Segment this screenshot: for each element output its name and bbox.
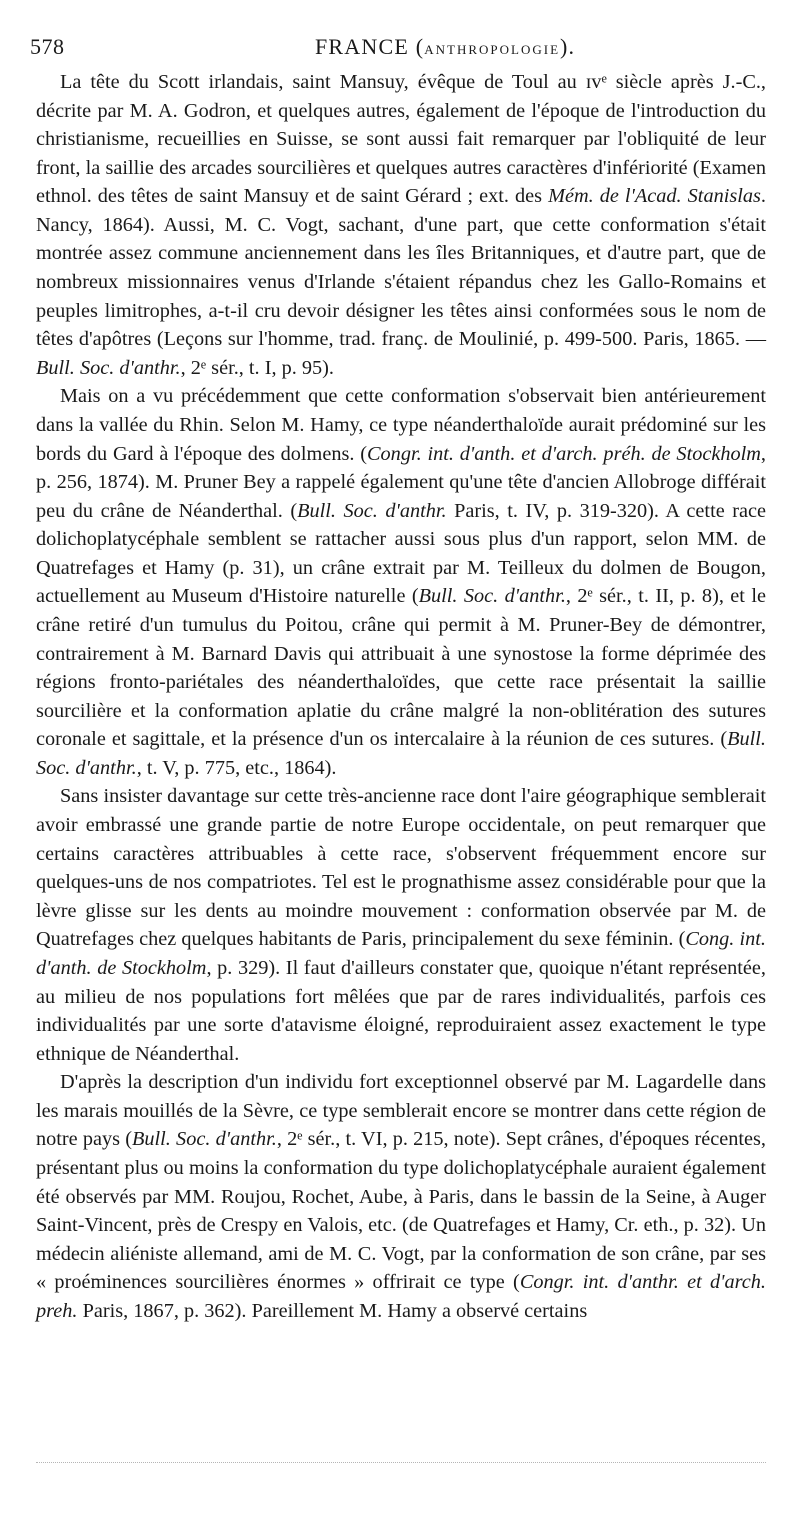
paragraph-text: Mais on a vu précédemment que cette conformation s'observait bien antérieurement dans la vallée du Rhin. Selon M. Hamy, ce type néanderthaloïde aurait prédominé sur les bords du Gard à l'époque des dolmens. ( xyxy=(36,385,766,465)
running-title-main: FRANCE ( xyxy=(315,34,425,59)
citation-italic: Bull. Soc. d'anthr. xyxy=(418,585,566,608)
paragraph-text: Paris, 1867, p. 362). Pareillement M. Hamy a observé certains xyxy=(77,1299,588,1322)
paragraph xyxy=(36,68,766,382)
paragraph-text: Sans insister davantage sur cette très-ancienne race dont l'aire géographique semblerait avoir embrassé une grande partie de notre Europe occidentale, on peut remarquer que certains caractères attribuables à cette race, s'observent fréquemment encore sur quelques-uns de nos compatriotes. Tel est le prognathisme assez considérable pour que la lèvre glisse sur les dents au moindre mouvement : conformation observée par M. de Quatrefages chez quelques habitants de Paris, principalement du sexe féminin. ( xyxy=(36,785,766,951)
paragraph-text: . Nancy, 1864). Aussi, M. C. Vogt, sachant, d'une part, que cette conformation s'était montrée assez commune anciennement dans les îles Britanniques, et d'autre part, que de nombreux missionnaires venus d'Irlande s'étaient répandus chez les Gallo-Romains et peuples limitrophes, a-t-il cru devoir désigner les têtes ainsi conformées sous le nom de têtes d'apôtres (Leçons sur l'homme, trad. franç. de Moulinié, p. 499-500. Paris, 1865. — xyxy=(36,185,766,351)
footer-dotted-rule xyxy=(36,1462,766,1463)
running-title xyxy=(315,34,575,60)
paragraph-text: , 2ᵉ sér., t. I, p. 95). xyxy=(180,356,334,379)
citation-italic: Congr. int. d'anth. et d'arch. préh. de Stockholm xyxy=(367,442,761,465)
paragraph-text: , p. 256, 1874). M. Pruner Bey a rappelé également qu'une tête d'ancien Allobroge différait peu du crâne de Néanderthal. ( xyxy=(36,442,766,522)
page-number: 578 xyxy=(30,34,65,59)
page-header xyxy=(30,34,770,64)
citation-italic: Bull. Soc. d'anthr. xyxy=(132,1128,277,1151)
paragraph-text: La tête du Scott irlandais, saint Mansuy, évêque de Toul au ɪvᵉ siècle après J.-C., décrite par M. A. Godron, et quelques autres, également de l'époque de l'introduction du christianisme, recueillies en Suisse, se sont aussi fait remarquer par l'obliquité de leur front, la saillie des arcades sourcilières et quelques autres caractères d'infériorité (Examen ethnol. des têtes de saint Mansuy et de saint Gérard ; ext. des xyxy=(36,71,766,208)
paragraph-text: D'après la description d'un individu fort exceptionnel observé par M. Lagardelle dans les marais mouillés de la Sèvre, ce type semblerait encore se montrer dans cette région de notre pays ( xyxy=(36,1071,766,1151)
citation-italic: Mém. de l'Acad. Stanislas xyxy=(548,185,761,208)
paragraph xyxy=(36,382,766,782)
citation-italic: Cong. int. d'anth. de Stockholm xyxy=(36,928,766,979)
running-title-end: ). xyxy=(560,34,576,59)
running-title-subject: ANTHROPOLOGIE xyxy=(424,42,561,57)
paragraph xyxy=(36,782,766,1068)
paragraph-text: , p. 329). Il faut d'ailleurs constater que, quoique n'étant représentée, au milieu de nos populations fort mêlées que par de rares individualités, parfois ces individualités par une sorte d'atavisme éloigné, reproduiraient assez exactement le type ethnique de Néanderthal. xyxy=(36,956,766,1065)
paragraph xyxy=(36,1068,766,1325)
paragraph-text: , 2ᵉ sér., t. VI, p. 215, note). Sept crânes, d'époques récentes, présentant plus ou moins la conformation du type dolichoplatycéphale auraient également été observés par MM. Roujou, Rochet, Aube, à Paris, dans le bassin de la Seine, à Auger Saint-Vincent, près de Crespy en Valois, etc. (de Quatrefages et Hamy, Cr. eth., p. 32). Un médecin aliéniste allemand, ami de M. C. Vogt, par la conformation de son crâne, par ses « proéminences sourcilières énormes » offrirait ce type ( xyxy=(36,1128,766,1294)
citation-italic: Congr. int. d'anthr. et d'arch. preh. xyxy=(36,1271,766,1322)
paragraph-text: , t. V, p. 775, etc., 1864). xyxy=(136,756,337,779)
citation-italic: Bull. Soc. d'anthr. xyxy=(36,728,766,779)
body-text xyxy=(36,68,766,1325)
paragraph-text: Paris, t. IV, p. 319-320). A cette race dolichoplatycéphale semblent se rattacher aussi sous plus d'un rapport, selon MM. de Quatrefages et Hamy (p. 31), un crâne extrait par M. Teilleux du dolmen de Bougon, actuellement au Museum d'Histoire naturelle ( xyxy=(36,499,766,608)
paragraph-text: , 2ᵉ sér., t. II, p. 8), et le crâne retiré d'un tumulus du Poitou, crâne qui permit à M. Pruner-Bey de démontrer, contrairement à M. Barnard Davis qui attribuait à une synostose la forme déprimée des régions fronto-pariétales des néanderthaloïdes, que cette race présentait la saillie sourcilière et la conformation aplatie du crâne malgré la non-oblitération des sutures coronale et sagittale, et la présence d'un os intercalaire à la réunion de ces sutures. ( xyxy=(36,585,766,751)
citation-italic: Bull. Soc. d'anthr. xyxy=(36,356,181,379)
citation-italic: Bull. Soc. d'anthr. xyxy=(297,499,447,522)
